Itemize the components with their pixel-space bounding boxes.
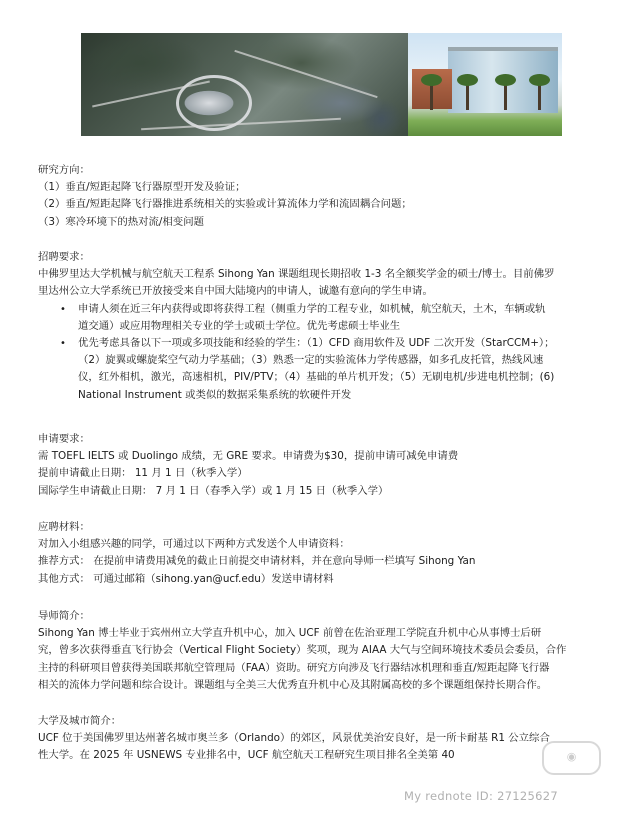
research-section xyxy=(38,162,618,231)
materials-section xyxy=(38,519,618,588)
city-section xyxy=(38,713,618,765)
bullet-text: 道交通）或应用物理相关专业的学士或硕士学位。优先考虑硕士毕业生 xyxy=(78,319,401,332)
advisor-heading: 导师简介： xyxy=(38,610,90,622)
recruit-heading: 招聘要求： xyxy=(38,251,90,263)
materials-line: 其他方式： 可通过邮箱（sihong.yan@ucf.edu）发送申请材料 xyxy=(38,572,334,585)
bullet-text: National Instrument 或类似的数据采集系统的软硬件开发 xyxy=(78,388,352,401)
advisor-section xyxy=(38,608,618,694)
campus-building-photo xyxy=(408,33,562,136)
advisor-line: 究，曾多次获得垂直飞行协会（Vertical Flight Society）奖项，现为 AIAA 大气与空间环境技术委员会委员，合作 xyxy=(38,644,567,657)
application-line: 需 TOEFL IELTS 或 Duolingo 成绩，无 GRE 要求。申请费为$30，提前申请可减免申请费 xyxy=(38,450,459,463)
application-heading: 申请要求： xyxy=(38,433,90,445)
watermark-text: My rednote ID: 27125627 xyxy=(404,789,559,803)
bullet-symbol: • xyxy=(60,303,66,315)
recruit-intro: 里达州公立大学系统已开放接受来自中国大陆境内的申请人，诚邀有意向的学生申请。 xyxy=(38,285,433,298)
city-line: 性大学。在 2025 年 USNEWS 专业排名中，UCF 航空航天工程研究生项目排名全美第 40 xyxy=(38,749,455,762)
city-line: UCF 位于美国佛罗里达州著名城市奥兰多（Orlando）的郊区，风景优美治安良好，是一所卡耐基 R1 公立综合 xyxy=(38,732,550,745)
bullet-text: （2）旋翼或螺旋桨空气动力学基础；（3）熟悉一定的实验流体力学传感器，如多孔皮托管，热线风速 xyxy=(78,354,544,367)
advisor-line: Sihong Yan 博士毕业于宾州州立大学直升机中心，加入 UCF 前曾在佐治亚理工学院直升机中心从事博士后研 xyxy=(38,627,542,640)
advisor-line: 相关的流体力学问题和综合设计。课题组与全美三大优秀直升机中心及其附属高校的多个课题组保持长期合作。 xyxy=(38,678,548,691)
research-heading: 研究方向： xyxy=(38,164,90,176)
advisor-line: 主持的科研项目曾获得美国联邦航空管理局（FAA）资助。研究方向涉及飞行器结冰机理和垂直/短距起降飞行器 xyxy=(38,661,550,674)
application-section xyxy=(38,431,618,500)
application-line: 提前申请截止日期： 11 月 1 日（秋季入学） xyxy=(38,467,248,480)
research-item: （2）垂直/短距起降飞行器推进系统相关的实验或计算流体力学和流固耦合问题； xyxy=(38,198,412,211)
recruit-section xyxy=(38,249,618,404)
aerial-campus-photo xyxy=(81,33,408,136)
bullet-text: 优先考虑具备以下一项或多项技能和经验的学生：（1）CFD 商用软件及 UDF 二次开发（StarCCM+）； xyxy=(78,336,555,349)
bullet-text: 仪，红外相机，激光，高速相机，PIV/PTV；（4）基础的单片机开发；（5）无刷电机/步进电机控制；(6) xyxy=(78,371,555,384)
city-heading: 大学及城市简介： xyxy=(38,715,122,727)
bullet-symbol: • xyxy=(60,337,66,349)
bullet-item xyxy=(38,335,618,352)
header-images xyxy=(81,33,562,136)
recruit-intro: 中佛罗里达大学机械与航空航天工程系 Sihong Yan 课题组现长期招收 1-3 名全额奖学金的硕士/博士。目前佛罗 xyxy=(38,268,555,281)
materials-line: 推荐方式： 在提前申请费用减免的截止日前提交申请材料，并在意向导师一栏填写 Sihong Yan xyxy=(38,555,476,568)
research-item: （1）垂直/短距起降飞行器原型开发及验证； xyxy=(38,181,246,194)
rednote-logo-watermark: ◉ xyxy=(542,741,601,775)
materials-line: 对加入小组感兴趣的同学，可通过以下两种方式发送个人申请资料： xyxy=(38,538,350,551)
bullet-text: 申请人须在近三年内获得或即将获得工程（侧重力学的工程专业，如机械，航空航天，土木，车辆或轨 xyxy=(78,302,546,315)
application-line: 国际学生申请截止日期： 7 月 1 日（春季入学）或 1 月 15 日（秋季入学） xyxy=(38,484,389,497)
research-item: （3）寒冷环境下的热对流/相变问题 xyxy=(38,215,204,228)
bullet-item xyxy=(38,301,618,318)
materials-heading: 应聘材料： xyxy=(38,521,90,533)
